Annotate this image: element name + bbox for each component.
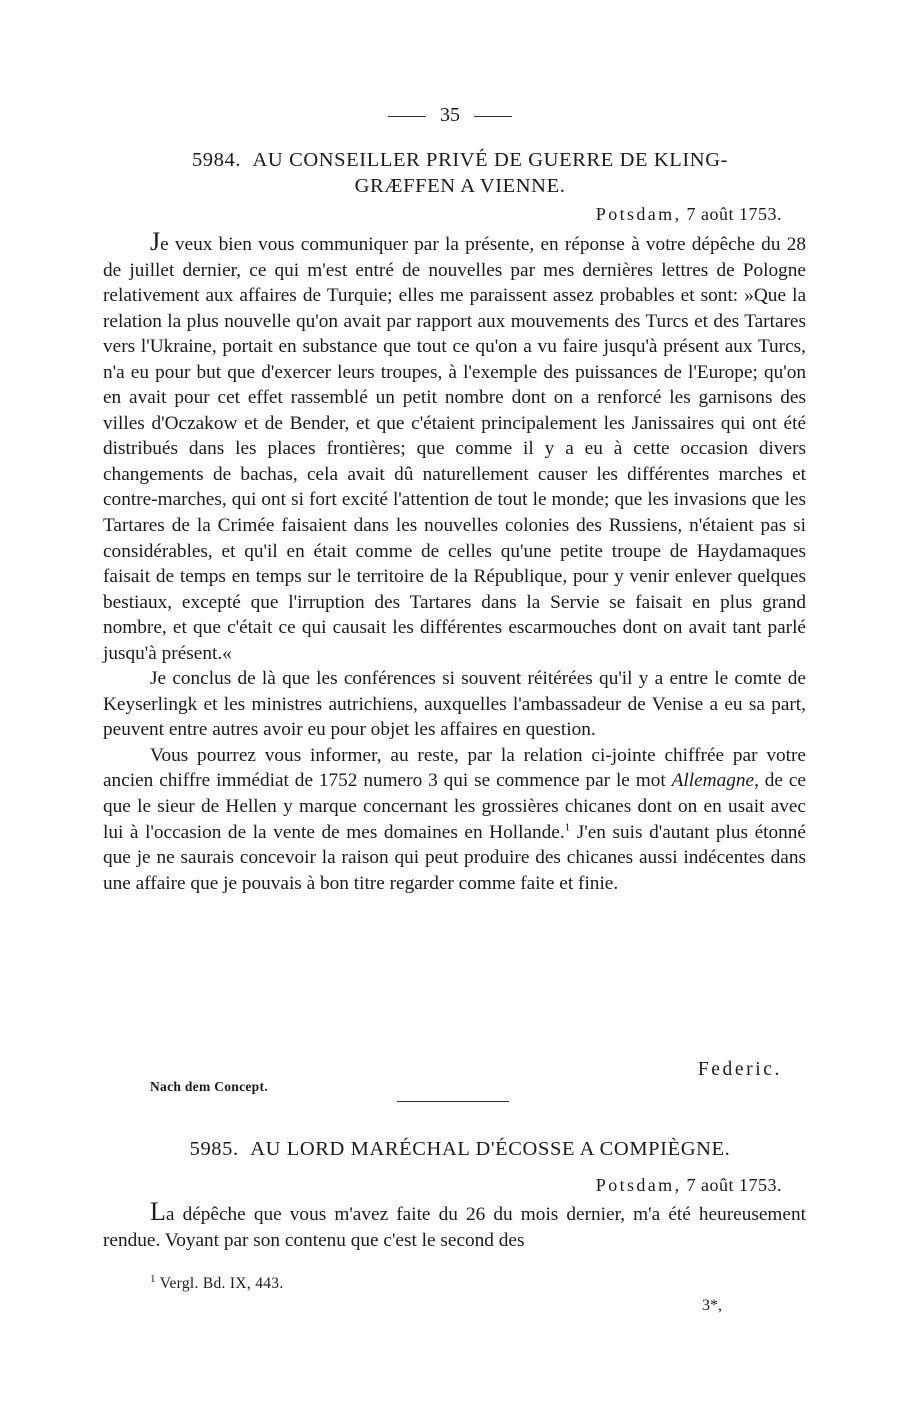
dateline-date: 7 août 1753. (686, 1175, 782, 1195)
letter-signature: Federic. (697, 1059, 782, 1080)
page-number (0, 104, 900, 127)
dateline-date: 7 août 1753. (686, 204, 782, 224)
body-paragraph: La dépêche que vous m'avez faite du 26 du mois dernier, m'a été heureusement rendue. Voyant par son contenu que c'est le second des (103, 1197, 806, 1251)
signature-mark: 3*, (702, 1297, 722, 1314)
dateline-place: Potsdam, (595, 1175, 682, 1195)
body-paragraph: Vous pourrez vous informer, au reste, par la relation ci-jointe chiffrée par votre ancien chiffre immédiat de 1752 numero 3 qui se commence par le mot Allemagne, de ce que le sieur de Hellen y marque concernant les grossières chicanes dont on en usait avec lui à l'occasion de la vente de mes domaines en Hollande.$^1$ J'en suis d'autant plus étonné que je ne saurais concevoir la raison qui peut produire des chicanes aussi indécentes dans une affaire que je pouvais à bon titre regarder comme faite et finie. (103, 744, 806, 894)
letter-5984-dateline (596, 204, 782, 225)
letter-5984-heading (120, 147, 800, 199)
footnote-text: Vergl. Bd. IX, 443. (159, 1275, 284, 1292)
source-note: Nach dem Concept. (150, 1079, 268, 1094)
letter-title-line1: AU CONSEILLER PRIVÉ DE GUERRE DE KLING- (252, 149, 729, 171)
letter-title: AU LORD MARÉCHAL D'ÉCOSSE A COMPIÈGNE. (250, 1138, 731, 1160)
italic-word: Allemagne (671, 770, 755, 792)
letter-title-line2: GRÆFFEN A VIENNE. (354, 175, 566, 197)
letter-5985-heading (120, 1136, 800, 1162)
letter-5984-body (103, 229, 806, 896)
page-number-text: 35 (440, 104, 460, 126)
dateline-place: Potsdam, (595, 204, 682, 224)
letter-number: 5984. (191, 149, 242, 171)
letter-5985-body (103, 1199, 806, 1253)
body-paragraph: Je veux bien vous communiquer par la présente, en réponse à votre dépêche du 28 de juillet dernier, ce qui m'est entré de nouvelles par mes dernières lettres de Pologne relativement aux affaires de Turquie; elles me paraissent assez probables et sont: »Que la relation la plus nouvelle qu'on avait par rapport aux mouvements des Turcs et des Tartares vers l'Ukraine, portait en substance que tout ce qu'on a vu faire jusqu'à présent aux Turcs, n'a eu pour but que d'exercer leurs troupes, à l'exemple des puissances de l'Europe; qu'on en avait pour cet effet rassemblé un petit nombre dont on a renforcé les garnisons des villes d'Oczakow et de Bender, et que c'étaient principalement les Janissaires qui ont été distribués dans les places frontières; que comme il y a eu à cette occasion divers changements de bachas, cela avait dû naturellement causer les différentes marches et contre-marches, qui ont si fort excité l'attention de tout le monde; que les invasions que les Tartares de la Crimée faisaient dans les nouvelles colonies des Russiens, n'étaient pas si considérables, et qu'il en était comme de celles qu'une petite troupe de Haydamaques faisait de temps en temps sur le territoire de la République, pour y venir enlever quelques bestiaux, excepté que l'irruption des Tartares dans la Servie se faisait en plus grand nombre, et que c'était ce qui causait les différentes escarmouches dont on avait tant parlé jusqu'à présent.« (103, 227, 806, 664)
footnote-reference: 1 (564, 821, 571, 834)
body-paragraph: Je conclus de là que les conférences si souvent réitérées qu'il y a entre le comte de Keyserlingk et les ministres autrichiens, auxquelles l'ambassadeur de Venise a eu sa part, peuvent entre autres avoir eu pour objet les affaires en question. (103, 668, 806, 741)
section-divider (397, 1101, 509, 1102)
letter-number: 5985. (189, 1138, 239, 1160)
letter-5985-dateline (596, 1175, 782, 1196)
footnote-mark: 1 (150, 1272, 156, 1285)
page-number-dash-left (388, 116, 426, 117)
page-number-dash-right (474, 116, 512, 117)
footnote (150, 1272, 284, 1293)
